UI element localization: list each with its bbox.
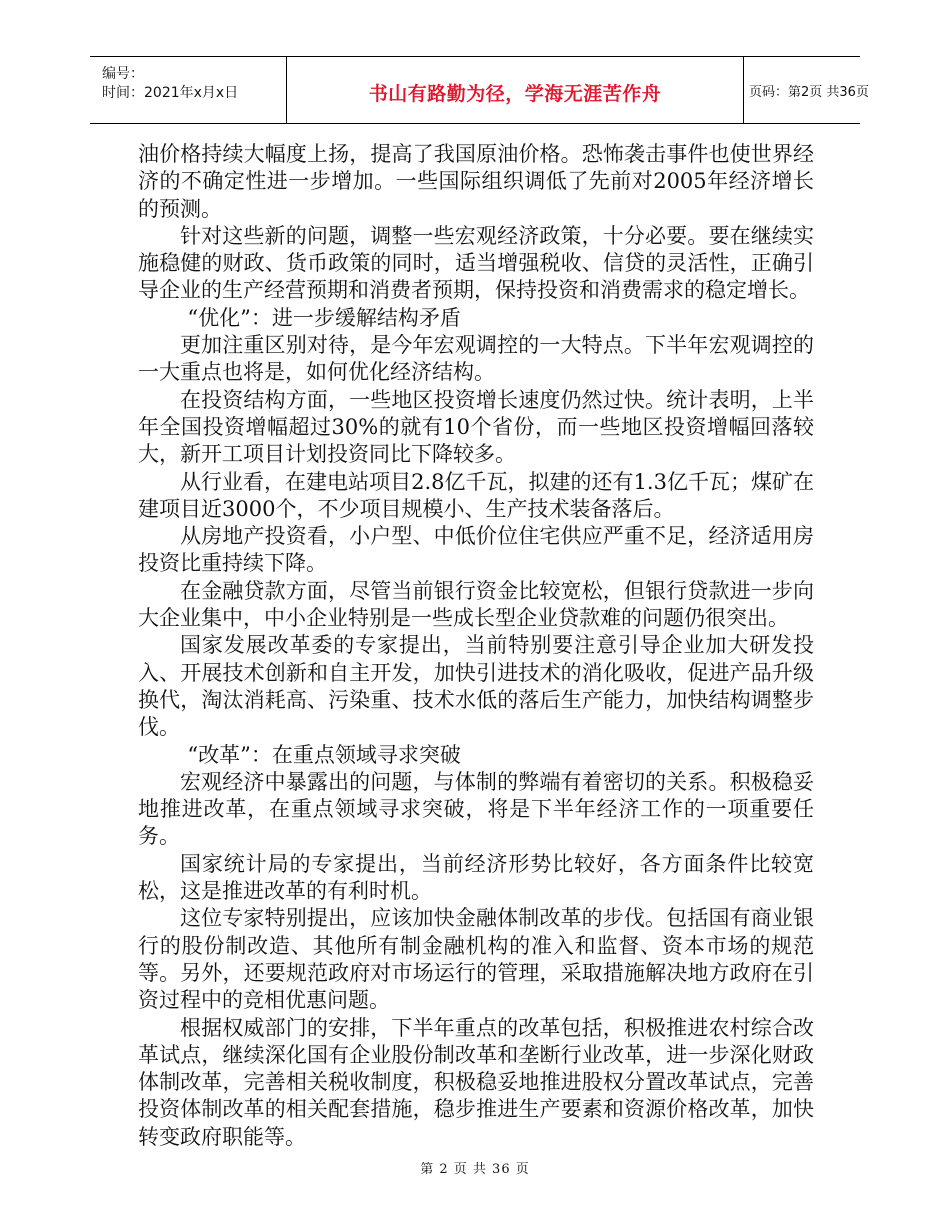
header-page-cell	[743, 57, 869, 123]
paragraph: 国家发展改革委的专家提出，当前特别要注意引导企业加大研发投入、开展技术创新和自主开发，加快引进技术的消化吸收，促进产品升级换代，淘汰消耗高、污染重、技术水低的落后生产能力，加快结构调整步伐。	[138, 633, 814, 740]
header-motto-cell	[286, 57, 744, 123]
paragraph: 在投资结构方面，一些地区投资增长速度仍然过快。统计表明，上半年全国投资增幅超过30%的就有10个省份，而一些地区投资增幅回落较大，新开工项目计划投资同比下降较多。	[138, 387, 814, 467]
header-motto: 书山有路勤为径，学海无涯苦作舟	[368, 83, 662, 105]
header-meta-cell	[90, 57, 286, 123]
paragraph: 根据权威部门的安排，下半年重点的改革包括，积极推进农村综合改革试点，继续深化国有企业股份制改革和垄断行业改革，进一步深化财政体制改革，完善相关税收制度，积极稳妥地推进股权分置改革试点，完善投资体制改革的相关配套措施，稳步推进生产要素和资源价格改革，加快转变政府职能等。	[138, 1015, 814, 1149]
paragraph: 油价格持续大幅度上扬，提高了我国原油价格。恐怖袭击事件也使世界经济的不确定性进一步增加。一些国际组织调低了先前对2005年经济增长的预测。	[138, 142, 814, 221]
section-heading: “优化”：进一步缓解结构矛盾	[187, 305, 461, 330]
document-id-label: 编号：	[102, 66, 144, 82]
document-body	[138, 141, 814, 1151]
paragraph: 在金融贷款方面，尽管当前银行资金比较宽松，但银行贷款进一步向大企业集中，中小企业特别是一些成长型企业贷款难的问题仍很突出。	[138, 578, 814, 631]
paragraph: 从房地产投资看，小户型、中低价位住宅供应严重不足，经济适用房投资比重持续下降。	[138, 524, 814, 576]
page-footer: 第 2 页 共 36 页	[420, 1162, 530, 1177]
header-page-info: 页码：第2页 共36页	[749, 85, 869, 100]
page-header	[90, 56, 869, 124]
paragraph: 从行业看，在建电站项目2.8亿千瓦，拟建的还有1.3亿千瓦；煤矿在建项目近3000个，不少项目规模小、生产技术装备落后。	[138, 469, 814, 521]
paragraph: 更加注重区别对待，是今年宏观调控的一大特点。下半年宏观调控的一大重点也将是，如何优化经济结构。	[138, 333, 814, 385]
paragraph: 宏观经济中暴露出的问题，与体制的弊端有着密切的关系。积极稳妥地推进改革，在重点领域寻求突破，将是下半年经济工作的一项重要任务。	[138, 769, 814, 849]
document-time-label: 时间：2021年x月x日	[102, 85, 239, 101]
paragraph: 国家统计局的专家提出，当前经济形势比较好，各方面条件比较宽松，这是推进改革的有利时机。	[138, 851, 814, 904]
paragraph: 这位专家特别提出，应该加快金融体制改革的步伐。包括国有商业银行的股份制改造、其他所有制金融机构的准入和监督、资本市场的规范等。另外，还要规范政府对市场运行的管理，采取措施解决地方政府在引资过程中的竞相优惠问题。	[138, 906, 814, 1013]
paragraph: 针对这些新的问题，调整一些宏观经济政策，十分必要。要在继续实施稳健的财政、货币政策的同时，适当增强税收、信贷的灵活性，正确引导企业的生产经营预期和消费者预期，保持投资和消费需求的稳定增长。	[138, 223, 814, 303]
section-heading: “改革”：在重点领域寻求突破	[187, 742, 461, 767]
